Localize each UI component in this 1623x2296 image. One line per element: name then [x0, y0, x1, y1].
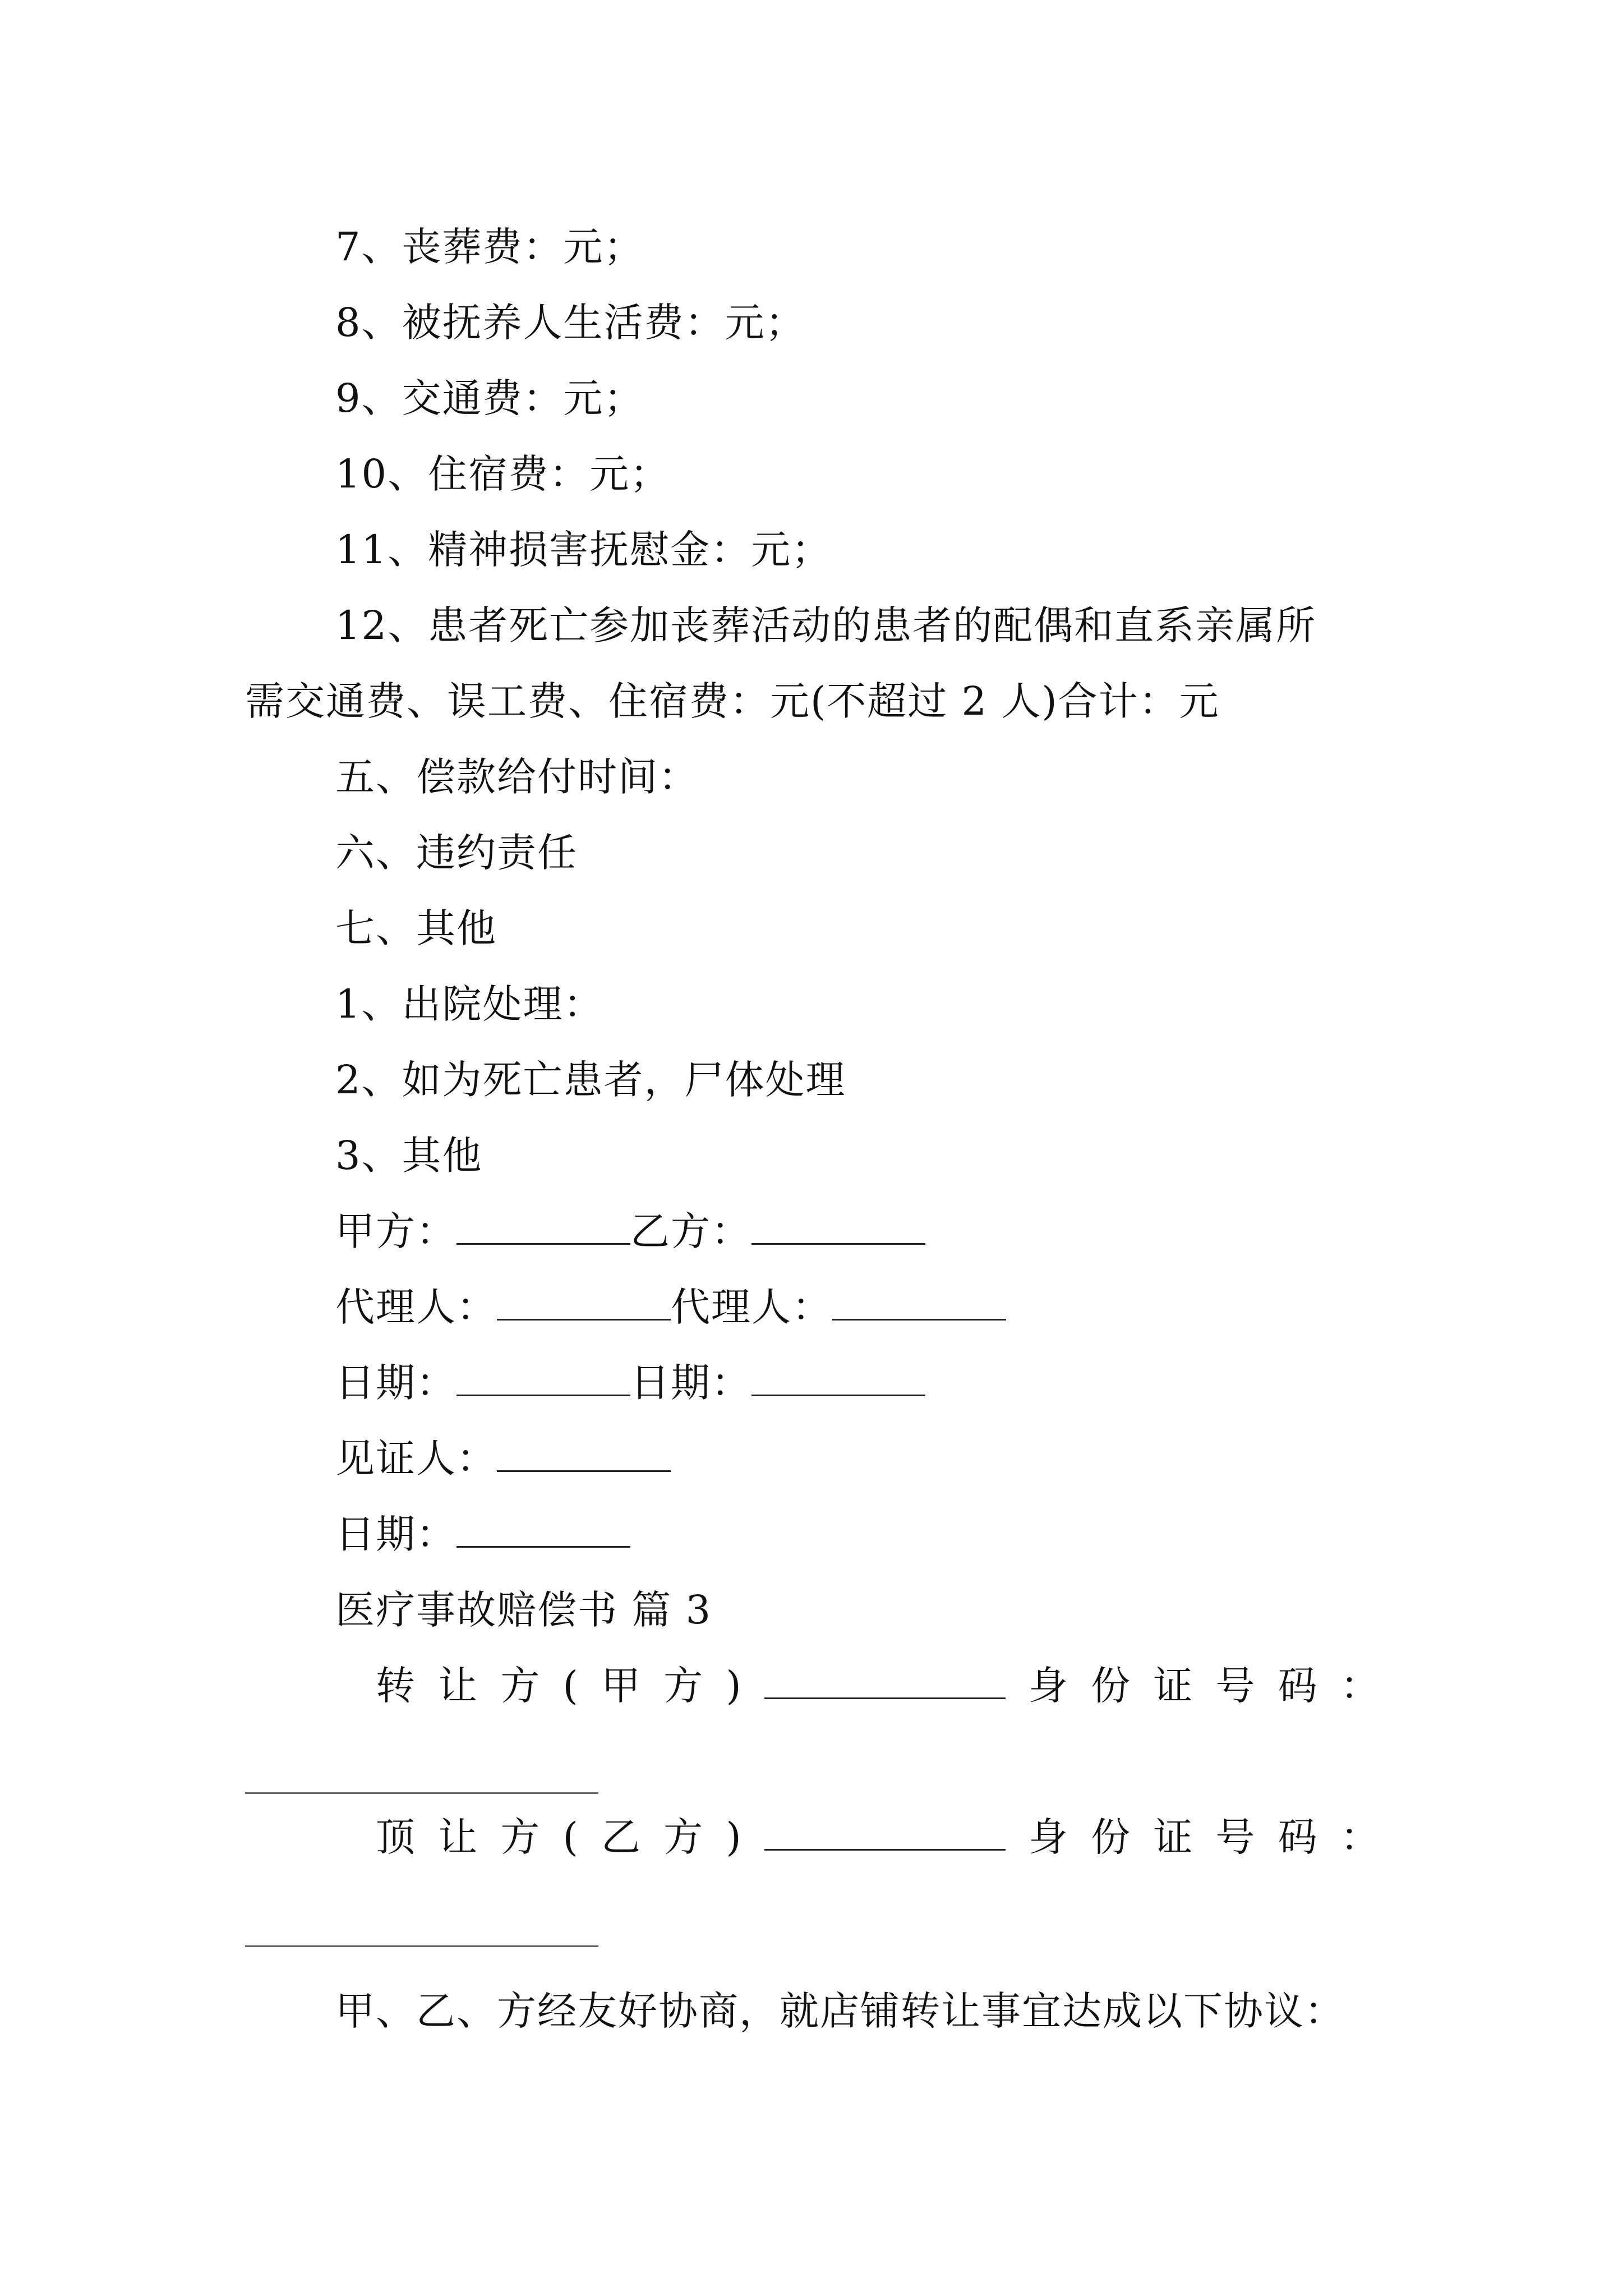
transferee-char: 乙: [601, 1814, 640, 1860]
section-payment-time: 五、偿款给付时间：: [335, 754, 699, 800]
transferor-row: [376, 1660, 1380, 1711]
witness-label: 见证人：: [335, 1435, 497, 1481]
transferee-char: 份: [1091, 1814, 1131, 1860]
witness-blank: [497, 1437, 671, 1472]
witness-date-blank: [457, 1512, 630, 1548]
transferor-char: 方: [663, 1663, 703, 1709]
transferor-char: 方: [500, 1663, 540, 1709]
item-funeral-fee: 7、丧葬费：元；: [335, 224, 644, 270]
transferee-char: 码: [1278, 1814, 1317, 1860]
transferor-char: ): [726, 1663, 741, 1709]
date-a-blank: [457, 1361, 630, 1396]
signature-witness-row: [335, 1433, 671, 1484]
transferee-char: 身: [1029, 1814, 1068, 1860]
transferor-char: 身: [1029, 1663, 1068, 1709]
party-a-blank: [457, 1209, 630, 1245]
transferee-char: ): [726, 1814, 741, 1860]
transferor-name-blank: [764, 1664, 1006, 1699]
section-other: 七、其他: [335, 905, 497, 951]
date-b-blank: [751, 1361, 925, 1396]
transferee-id-blank: [245, 1945, 598, 1947]
party-b-label: 乙方：: [630, 1208, 751, 1254]
transferee-char: 证: [1153, 1814, 1193, 1860]
agent-a-label: 代理人：: [335, 1284, 497, 1330]
item-family-expenses-continued: 需交通费、误工费、住宿费：元(不超过 2 人)合计：元: [245, 678, 1220, 724]
other-body-handling: 2、如为死亡患者，尸体处理: [335, 1057, 846, 1103]
transferor-id-blank: [245, 1792, 598, 1794]
date-a-label: 日期：: [335, 1360, 457, 1406]
other-discharge: 1、出院处理：: [335, 981, 604, 1027]
agent-a-blank: [497, 1285, 671, 1320]
signature-agents-row: [335, 1282, 1006, 1332]
transferor-char: 证: [1153, 1663, 1193, 1709]
transferor-char: (: [562, 1663, 578, 1709]
item-mental-damage-fee: 11、精神损害抚慰金：元；: [335, 527, 832, 573]
signature-witness-date-row: [335, 1509, 630, 1559]
agent-b-label: 代理人：: [671, 1284, 832, 1330]
transferee-row: [376, 1812, 1380, 1862]
item-dependent-living-fee: 8、被抚养人生活费：元；: [335, 300, 806, 346]
party-b-blank: [751, 1209, 925, 1245]
item-transport-fee: 9、交通费：元；: [335, 375, 644, 421]
transferee-name-blank: [764, 1815, 1006, 1851]
party-a-label: 甲方：: [335, 1208, 457, 1254]
transferee-char: 号: [1215, 1814, 1255, 1860]
transferor-char: 号: [1215, 1663, 1255, 1709]
transferor-char: 甲: [601, 1663, 640, 1709]
transferee-char: 让: [438, 1814, 478, 1860]
section-breach-liability: 六、违约责任: [335, 830, 578, 876]
agent-b-blank: [832, 1285, 1006, 1320]
transferee-char: 方: [500, 1814, 540, 1860]
agreement-intro: 甲、乙、方经友好协商，就店铺转让事宜达成以下协议：: [335, 1988, 1345, 2034]
section-3-title: 医疗事故赔偿书 篇 3: [335, 1587, 712, 1633]
transferor-char: ：: [1340, 1663, 1380, 1709]
signature-parties-row: [335, 1206, 925, 1257]
transferee-char: 方: [663, 1814, 703, 1860]
date-b-label: 日期：: [630, 1360, 751, 1406]
transferor-char: 份: [1091, 1663, 1131, 1709]
transferor-char: 码: [1278, 1663, 1317, 1709]
signature-dates-row: [335, 1358, 925, 1408]
transferee-char: 顶: [376, 1814, 415, 1860]
transferor-char: 让: [438, 1663, 478, 1709]
transferor-char: 转: [376, 1663, 415, 1709]
witness-date-label: 日期：: [335, 1511, 457, 1557]
transferee-char: ：: [1340, 1814, 1380, 1860]
other-misc: 3、其他: [335, 1133, 483, 1179]
transferee-char: (: [562, 1814, 578, 1860]
item-lodging-fee: 10、住宿费：元；: [335, 451, 671, 497]
item-family-expenses: 12、患者死亡参加丧葬活动的患者的配偶和直系亲属所: [335, 602, 1317, 648]
